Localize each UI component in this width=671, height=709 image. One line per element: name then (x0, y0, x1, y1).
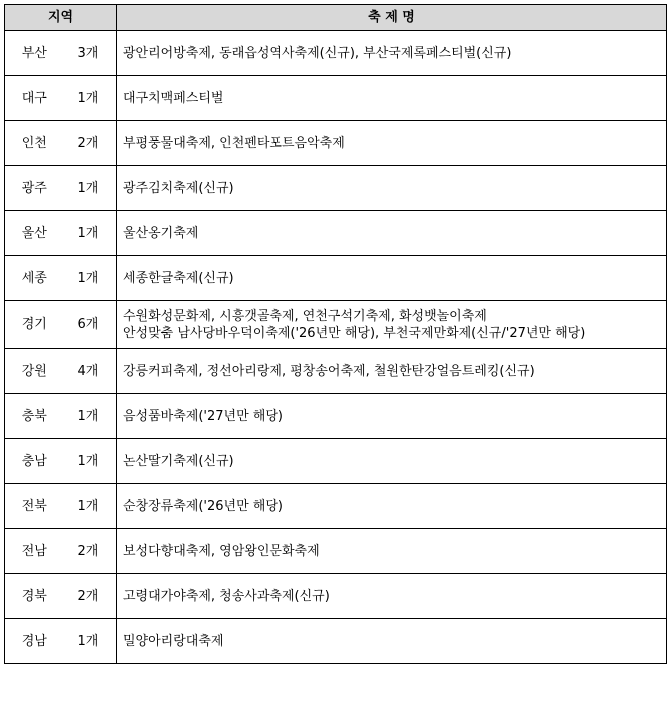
festival-count-cell: 2개 (64, 529, 117, 574)
festival-count-cell: 1개 (64, 256, 117, 301)
region-cell: 경남 (5, 619, 64, 664)
festival-line: 논산딸기축제(신규) (123, 453, 234, 469)
table-row (5, 211, 667, 256)
header-row (5, 5, 667, 31)
festival-line: 고령대가야축제, 청송사과축제(신규) (123, 588, 330, 604)
table-row (5, 76, 667, 121)
festival-names-cell (117, 31, 667, 76)
region-cell: 충남 (5, 439, 64, 484)
table-row (5, 121, 667, 166)
festival-count-cell: 4개 (64, 349, 117, 394)
table-row (5, 301, 667, 349)
festival-names-cell (117, 166, 667, 211)
festival-line: 대구치맥페스티벌 (123, 90, 224, 106)
region-cell: 경북 (5, 574, 64, 619)
festival-count-cell: 2개 (64, 574, 117, 619)
festival-count-cell: 1개 (64, 619, 117, 664)
festival-line: 수원화성문화제, 시흥갯골축제, 연천구석기축제, 화성뱃놀이축제 (123, 308, 487, 324)
table-row (5, 484, 667, 529)
header-festival-name: 축 제 명 (117, 5, 667, 31)
region-cell: 인천 (5, 121, 64, 166)
festival-line: 순창장류축제('26년만 해당) (123, 498, 283, 514)
festival-count-cell: 2개 (64, 121, 117, 166)
festival-names-cell (117, 211, 667, 256)
table-row (5, 619, 667, 664)
festival-line: 음성품바축제('27년만 해당) (123, 408, 283, 424)
festival-count-cell: 1개 (64, 484, 117, 529)
table-row (5, 256, 667, 301)
festival-names-cell (117, 394, 667, 439)
header-region: 지역 (5, 5, 117, 31)
region-cell: 충북 (5, 394, 64, 439)
region-cell: 전북 (5, 484, 64, 529)
region-cell: 울산 (5, 211, 64, 256)
festival-count-cell: 1개 (64, 439, 117, 484)
region-cell: 세종 (5, 256, 64, 301)
table-row (5, 166, 667, 211)
festival-count-cell: 1개 (64, 394, 117, 439)
festival-count-cell: 3개 (64, 31, 117, 76)
festival-line: 광안리어방축제, 동래읍성역사축제(신규), 부산국제록페스티벌(신규) (123, 45, 512, 61)
festival-count-cell: 1개 (64, 166, 117, 211)
region-cell: 전남 (5, 529, 64, 574)
festival-names-cell (117, 484, 667, 529)
festival-count-cell: 1개 (64, 211, 117, 256)
festival-line: 안성맞춤 남사당바우덕이축제('26년만 해당), 부천국제만화제(신규/'27년만 해당) (123, 325, 586, 341)
festival-names-cell (117, 439, 667, 484)
festival-names-cell (117, 76, 667, 121)
table-row (5, 574, 667, 619)
region-cell: 강원 (5, 349, 64, 394)
festival-count-cell: 6개 (64, 301, 117, 349)
table-row (5, 394, 667, 439)
table-row (5, 529, 667, 574)
festival-names-cell (117, 529, 667, 574)
table-header (5, 5, 667, 31)
festival-line: 울산옹기축제 (123, 225, 199, 241)
festival-line: 밀양아리랑대축제 (123, 633, 224, 649)
table-row (5, 349, 667, 394)
table-body (5, 31, 667, 664)
festival-names-cell (117, 574, 667, 619)
festival-names-cell (117, 121, 667, 166)
festival-line: 부평풍물대축제, 인천펜타포트음악축제 (123, 135, 345, 151)
festival-count-cell: 1개 (64, 76, 117, 121)
table-row (5, 31, 667, 76)
festival-names-cell (117, 256, 667, 301)
table-row (5, 439, 667, 484)
festival-line: 보성다향대축제, 영암왕인문화축제 (123, 543, 320, 559)
festival-names-cell (117, 301, 667, 349)
festival-table-frame (4, 4, 666, 704)
festival-line: 세종한글축제(신규) (123, 270, 234, 286)
region-cell: 경기 (5, 301, 64, 349)
festival-line: 강릉커피축제, 정선아리랑제, 평창송어축제, 철원한탄강얼음트레킹(신규) (123, 363, 535, 379)
festival-line: 광주김치축제(신규) (123, 180, 234, 196)
region-cell: 대구 (5, 76, 64, 121)
festival-table (4, 4, 667, 664)
festival-names-cell (117, 349, 667, 394)
festival-names-cell (117, 619, 667, 664)
region-cell: 광주 (5, 166, 64, 211)
region-cell: 부산 (5, 31, 64, 76)
